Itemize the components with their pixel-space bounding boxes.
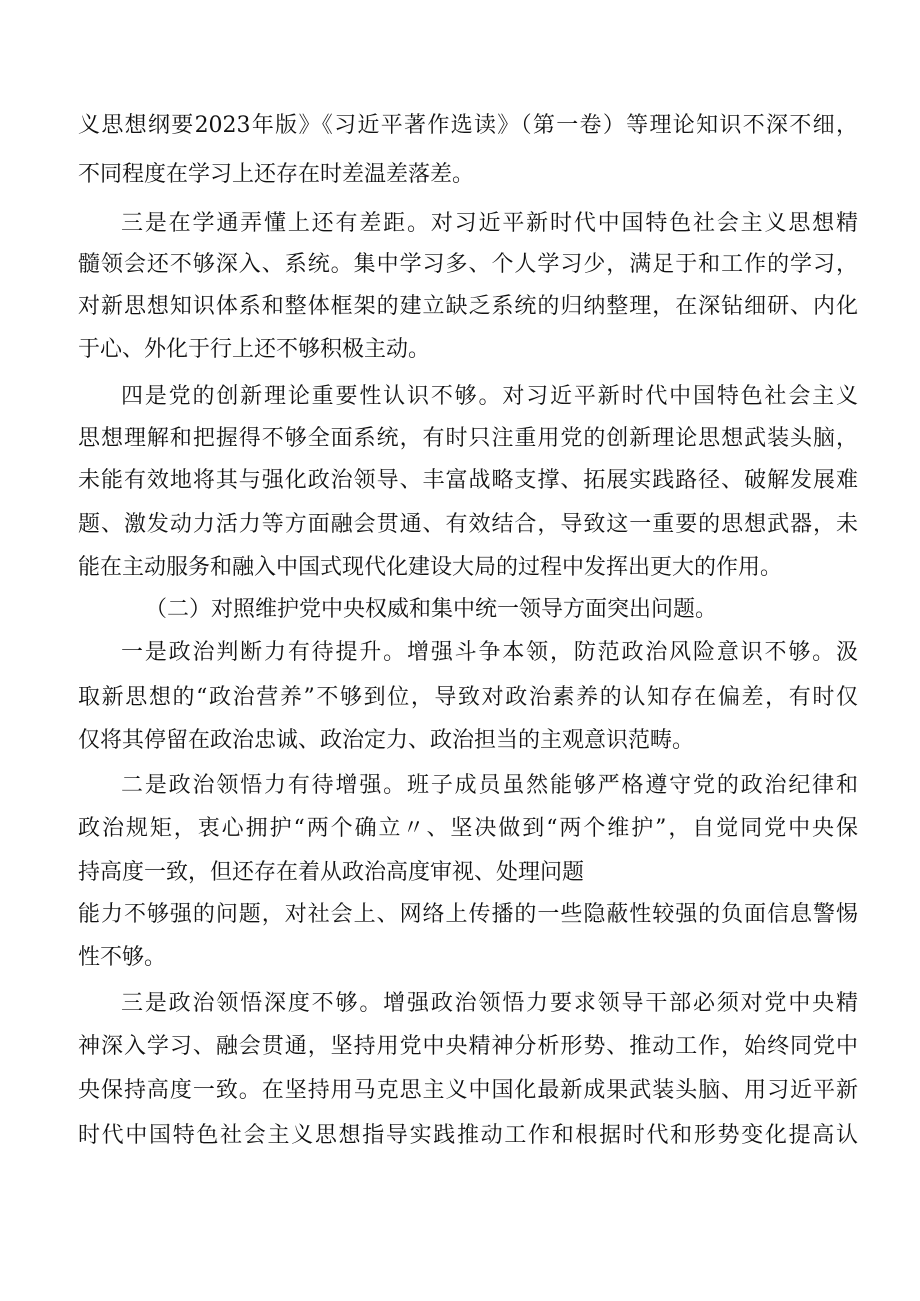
- text-line: 央保持高度一致。在坚持用马克思主义中国化最新成果武装头脑、用习近平新: [78, 1078, 858, 1103]
- text-line: 四是党的创新理论重要性认识不够。对习近平新时代中国特色社会主义: [121, 384, 858, 409]
- text-line: 二是政治领悟力有待增强。班子成员虽然能够严格遵守党的政治纪律和: [121, 773, 858, 798]
- text-line: 义思想纲要2023年版》《习近平著作选读》（第一卷）等理论知识不深不细，: [78, 113, 858, 138]
- text-line: 思想理解和把握得不够全面系统，有时只注重用党的创新理论思想武装头脑，: [78, 426, 858, 451]
- text-line: 时代中国特色社会主义思想指导实践推动工作和根据时代和形势变化提高认: [78, 1123, 858, 1148]
- text-line: 持高度一致，但还存在着从政治高度审视、处理问题: [78, 860, 585, 885]
- text-line: 不同程度在学习上还存在时差温差落差。: [78, 162, 475, 187]
- text-line: 髓领会还不够深入、系统。集中学习多、个人学习少，满足于和工作的学习，: [78, 252, 858, 277]
- text-line: 神深入学习、融会贯通，坚持用党中央精神分析形势、推动工作，始终同党中: [78, 1034, 858, 1059]
- text-line: 性不够。: [78, 945, 167, 970]
- text-line: 三是在学通弄懂上还有差距。对习近平新时代中国特色社会主义思想精: [121, 211, 858, 236]
- text-line: 取新思想的“政治营养”不够到位，导致对政治素养的认知存在偏差，有时仅: [78, 685, 858, 710]
- text-line: 一是政治判断力有待提升。增强斗争本领，防范政治风险意识不够。汲: [121, 640, 858, 665]
- text-line: 对新思想知识体系和整体框架的建立缺乏系统的归纳整理，在深钻细研、内化: [78, 294, 858, 319]
- section-heading: （二）对照维护党中央权威和集中统一领导方面突出问题。: [145, 597, 718, 622]
- text-line: 政治规矩，衷心拥护“两个确立〃、坚决做到“两个维护”，自觉同党中央保: [78, 816, 858, 841]
- text-line: 未能有效地将其与强化政治领导、丰富战略支撑、拓展实践路径、破解发展难: [78, 468, 858, 493]
- text-line: 于心、外化于行上还不够积极主动。: [78, 337, 431, 362]
- text-line: 三是政治领悟深度不够。增强政治领悟力要求领导干部必须对党中央精: [121, 991, 858, 1016]
- text-line: 仅将其停留在政治忠诚、政治定力、政治担当的主观意识范畴。: [78, 728, 695, 753]
- text-line: 题、激发动力活力等方面融会贯通、有效结合，导致这一重要的思想武器，未: [78, 512, 858, 537]
- text-line: 能在主动服务和融入中国式现代化建设大局的过程中发挥出更大的作用。: [78, 555, 783, 580]
- text-line: 能力不够强的问题，对社会上、网络上传播的一些隐蔽性较强的负面信息警惕: [78, 902, 858, 927]
